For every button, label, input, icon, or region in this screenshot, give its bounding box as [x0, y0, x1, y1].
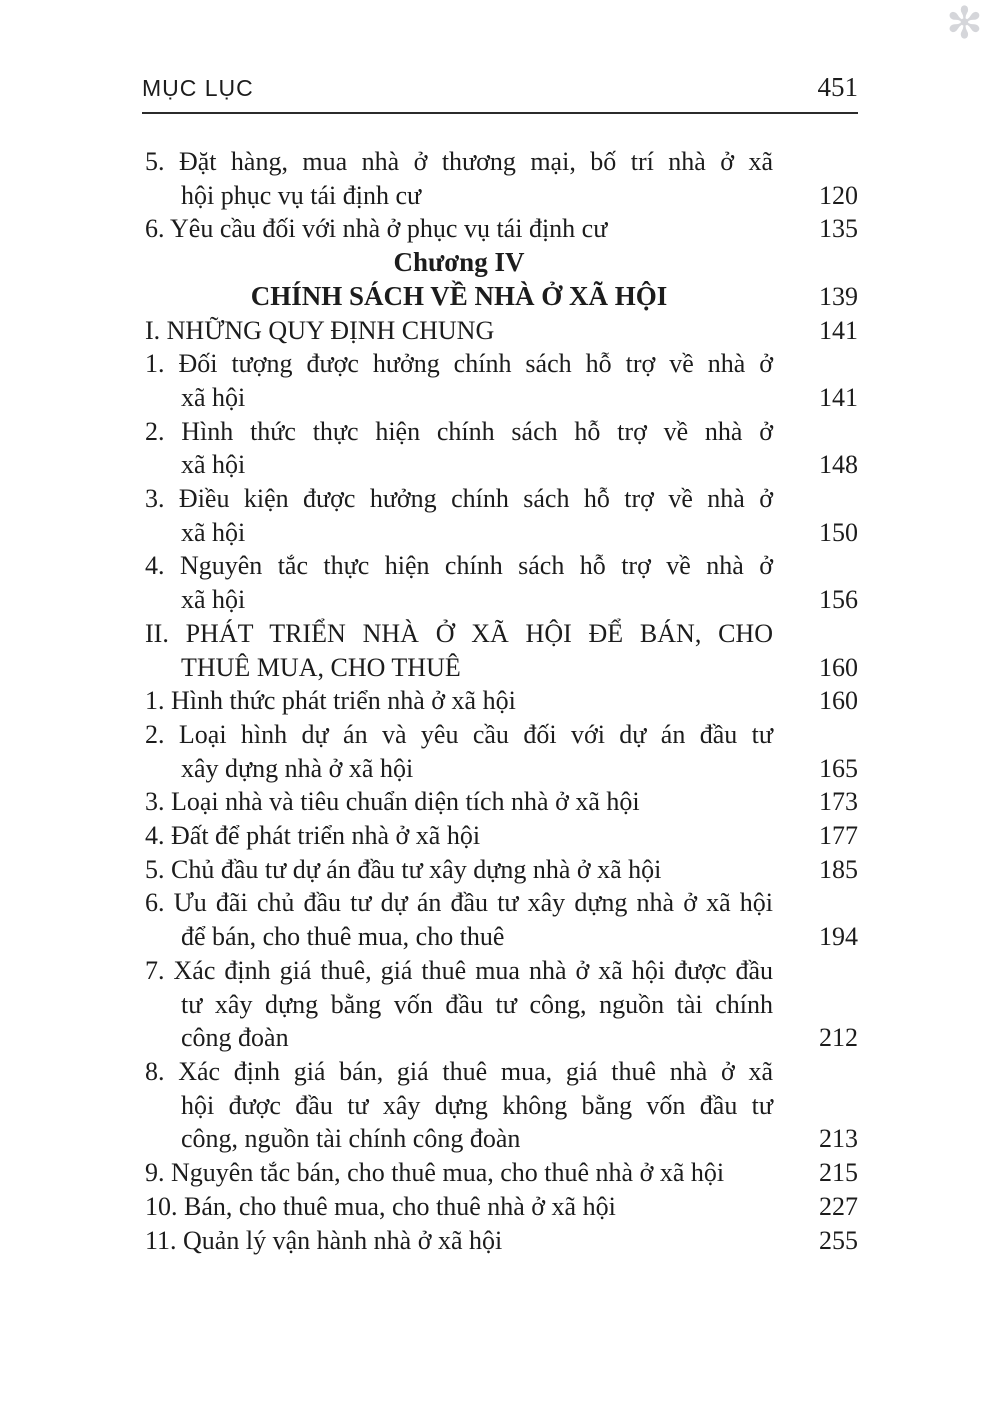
- toc-page-number: 215: [819, 1158, 858, 1188]
- toc-line: [145, 886, 858, 920]
- toc-line: [145, 785, 858, 819]
- toc-line: [145, 482, 858, 516]
- toc-entry: [145, 246, 858, 313]
- toc-entry: [145, 718, 858, 785]
- toc-page-number: 135: [819, 214, 858, 244]
- toc-entry: [145, 886, 858, 953]
- toc-line-text: 7. Xác định giá thuê, giá thuê mua nhà ở xã hội được đầu: [145, 955, 773, 985]
- toc-entry: [145, 617, 858, 684]
- toc-page-number: 212: [819, 1023, 858, 1053]
- toc-entry: [145, 549, 858, 616]
- toc-page-number: 160: [819, 652, 858, 682]
- toc-line-text: 5. Đặt hàng, mua nhà ở thương mại, bố trí nhà ở xã: [145, 147, 773, 176]
- toc-line: [145, 1021, 858, 1055]
- toc-line-text: 6. Yêu cầu đối với nhà ở phục vụ tái định cư: [145, 214, 608, 244]
- header-page-number: 451: [817, 72, 858, 102]
- toc-line-text: 2. Hình thức thực hiện chính sách hỗ trợ về nhà ở: [145, 416, 773, 446]
- toc-line: [145, 1089, 858, 1123]
- toc-entry: [145, 314, 858, 348]
- toc-line-text: xã hội: [181, 585, 246, 615]
- toc-line-text: 10. Bán, cho thuê mua, cho thuê nhà ở xã hội: [145, 1191, 616, 1221]
- toc-line: [145, 1055, 858, 1089]
- toc-line-text: 2. Loại hình dự án và yêu cầu đối với dự án đầu tư: [145, 719, 773, 749]
- toc-line: [145, 583, 858, 617]
- toc-entry: [145, 684, 858, 718]
- toc-line-text: 9. Nguyên tắc bán, cho thuê mua, cho thuê nhà ở xã hội: [145, 1158, 725, 1188]
- toc-line: [145, 314, 858, 348]
- toc-entry: [145, 1190, 858, 1224]
- toc-page-number: 173: [819, 787, 858, 817]
- toc-line-text: tư xây dựng bằng vốn đầu tư công, nguồn tài chính: [181, 989, 773, 1019]
- toc-line: [145, 381, 858, 415]
- toc-line-text: công đoàn: [181, 1023, 289, 1053]
- toc-entry: [145, 212, 858, 246]
- toc-line-text: I. NHỮNG QUY ĐỊNH CHUNG: [145, 315, 495, 345]
- toc-line: [145, 1190, 858, 1224]
- toc-page-number: 160: [819, 686, 858, 716]
- flower-watermark-icon: ✻: [946, 0, 983, 48]
- toc-page-number: 255: [819, 1225, 858, 1255]
- toc-line: [145, 1156, 858, 1190]
- toc-page-number: 150: [819, 517, 858, 547]
- toc-entry: [145, 785, 858, 819]
- toc-line-text: 8. Xác định giá bán, giá thuê mua, giá thuê nhà ở xã: [145, 1056, 773, 1086]
- toc-line: [145, 1122, 858, 1156]
- toc-line: [145, 684, 858, 718]
- toc-entry: [145, 347, 858, 414]
- toc-page-number: 177: [819, 821, 858, 851]
- toc-entry: [145, 1224, 858, 1258]
- toc-line: [145, 651, 858, 685]
- toc-line: [145, 988, 858, 1022]
- toc-line: [145, 448, 858, 482]
- toc-line-text: xã hội: [181, 450, 246, 480]
- toc-line: [145, 954, 858, 988]
- toc-line-text: 4. Đất để phát triển nhà ở xã hội: [145, 821, 481, 851]
- toc-entry: [145, 482, 858, 549]
- toc-entry: [145, 415, 858, 482]
- toc-line: [145, 920, 858, 954]
- toc-line-text: 11. Quản lý vận hành nhà ở xã hội: [145, 1225, 503, 1255]
- toc-line: [145, 819, 858, 853]
- toc-entry: [145, 819, 858, 853]
- toc-line-text: 6. Ưu đãi chủ đầu tư dự án đầu tư xây dựng nhà ở xã hội: [145, 888, 773, 918]
- toc-line-text: 4. Nguyên tắc thực hiện chính sách hỗ trợ về nhà ở: [145, 551, 773, 581]
- toc-line: [145, 1224, 858, 1258]
- toc-line-text: 3. Loại nhà và tiêu chuẩn diện tích nhà ở xã hội: [145, 787, 640, 817]
- toc-line-text: CHÍNH SÁCH VỀ NHÀ Ở XÃ HỘI: [250, 280, 668, 311]
- toc-line-text: để bán, cho thuê mua, cho thuê: [181, 922, 505, 952]
- toc-line-text: công, nguồn tài chính công đoàn: [181, 1124, 521, 1154]
- toc-line-text: II. PHÁT TRIỂN NHÀ Ở XÃ HỘI ĐỂ BÁN, CHO: [145, 618, 773, 648]
- toc-line-text: hội phục vụ tái định cư: [181, 180, 422, 210]
- toc-line: [145, 516, 858, 550]
- toc-page-number: 120: [819, 180, 858, 210]
- toc-line-text: xã hội: [181, 382, 246, 412]
- toc-page-number: 185: [819, 854, 858, 884]
- toc-line: [145, 179, 858, 213]
- toc-line-text: xã hội: [181, 517, 246, 547]
- toc-page-number: 213: [819, 1124, 858, 1154]
- page-header-title: MỤC LỤC: [142, 75, 254, 101]
- toc-line: [145, 415, 858, 449]
- toc-line-text: hội được đầu tư xây dựng không bằng vốn đầu tư: [181, 1090, 773, 1120]
- toc-page-number: 165: [819, 753, 858, 783]
- toc-line-text: Chương IV: [393, 247, 525, 278]
- page-header: [142, 72, 858, 114]
- toc-line-text: THUÊ MUA, CHO THUÊ: [181, 652, 461, 682]
- toc-line: [145, 752, 858, 786]
- toc-line: [145, 212, 858, 246]
- toc-entry: [145, 1156, 858, 1190]
- toc-page-number: 139: [819, 281, 858, 311]
- toc-line: [145, 246, 858, 280]
- toc-page-number: 141: [819, 382, 858, 412]
- toc-entry: [145, 1055, 858, 1156]
- toc-page-number: 141: [819, 315, 858, 345]
- toc: [145, 145, 858, 1257]
- toc-entry: [145, 145, 858, 212]
- toc-page-number: 148: [819, 450, 858, 480]
- toc-line: [145, 617, 858, 651]
- toc-page-number: 194: [819, 922, 858, 952]
- toc-line-text: xây dựng nhà ở xã hội: [181, 753, 414, 783]
- toc-entry: [145, 853, 858, 887]
- toc-line: [145, 280, 858, 314]
- toc-page-number: 227: [819, 1191, 858, 1221]
- toc-line-text: 3. Điều kiện được hưởng chính sách hỗ trợ về nhà ở: [145, 484, 773, 514]
- toc-line-text: 1. Hình thức phát triển nhà ở xã hội: [145, 686, 516, 716]
- toc-line: [145, 145, 858, 179]
- toc-line: [145, 347, 858, 381]
- toc-line: [145, 718, 858, 752]
- toc-line-text: 5. Chủ đầu tư dự án đầu tư xây dựng nhà ở xã hội: [145, 854, 662, 884]
- toc-entry: [145, 954, 858, 1055]
- toc-line: [145, 853, 858, 887]
- toc-line: [145, 549, 858, 583]
- toc-line-text: 1. Đối tượng được hưởng chính sách hỗ trợ về nhà ở: [145, 349, 773, 379]
- toc-page-number: 156: [819, 585, 858, 615]
